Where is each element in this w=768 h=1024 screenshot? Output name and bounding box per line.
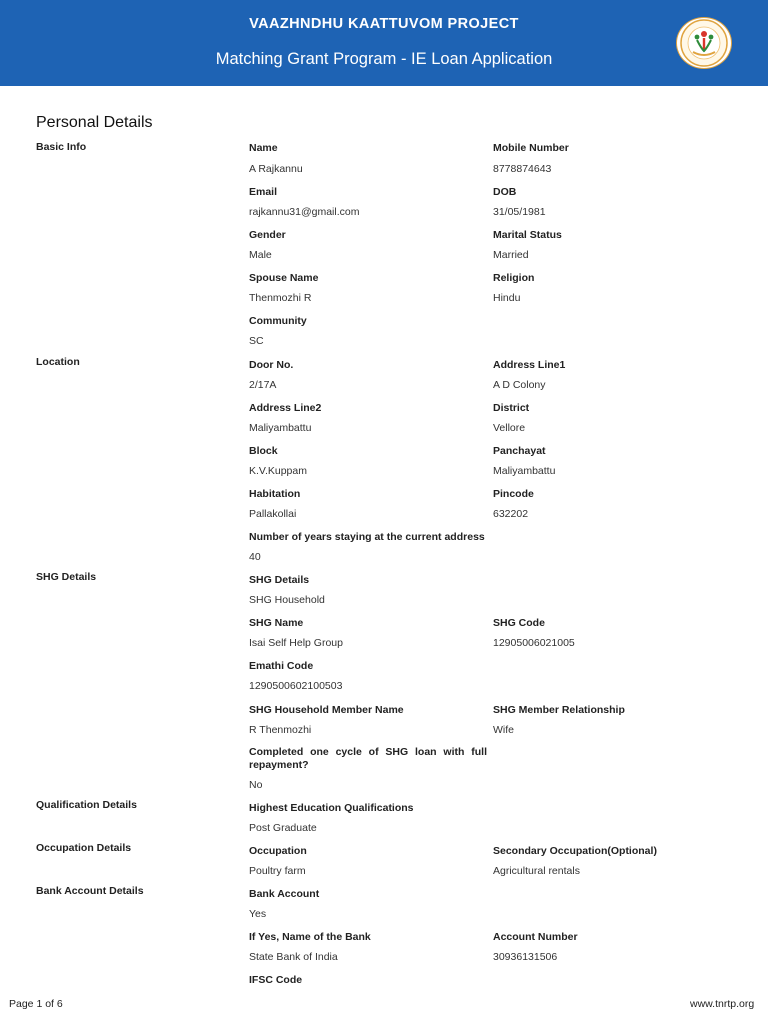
vkp-logo-icon (676, 17, 732, 69)
page-number: Page 1 of 6 (9, 998, 63, 1010)
education-label: Highest Education Qualifications (249, 802, 414, 814)
website-link[interactable]: www.tnrtp.org (690, 998, 755, 1010)
email-value: rajkannu31@gmail.com (249, 206, 360, 218)
section-title-personal-details: Personal Details (36, 114, 153, 131)
panchayat-value: Maliyambattu (493, 465, 556, 477)
bank-name-label: If Yes, Name of the Bank (249, 931, 371, 943)
bank-account-value: Yes (249, 908, 267, 920)
shg-details-value: SHG Household (249, 594, 325, 606)
dob-label: DOB (493, 186, 517, 198)
email-label: Email (249, 186, 278, 198)
marital-status-label: Marital Status (493, 229, 562, 241)
page-header (0, 0, 768, 86)
habitation-label: Habitation (249, 488, 301, 500)
block-value: K.V.Kuppam (249, 465, 307, 477)
shg-loan-cycle-value: No (249, 779, 263, 791)
gender-value: Male (249, 249, 272, 261)
shg-member-relationship-label: SHG Member Relationship (493, 704, 625, 716)
project-title: VAAZHNDHU KAATTUVOM PROJECT (249, 16, 519, 32)
group-basic-info: Basic Info (36, 141, 87, 153)
group-shg-details: SHG Details (36, 571, 97, 583)
habitation-value: Pallakollai (249, 508, 297, 520)
address-line1-label: Address Line1 (493, 359, 566, 371)
occupation-value: Poultry farm (249, 865, 306, 877)
occupation-label: Occupation (249, 845, 307, 857)
education-value: Post Graduate (249, 822, 317, 834)
door-no-label: Door No. (249, 359, 294, 371)
shg-code-label: SHG Code (493, 617, 545, 629)
district-value: Vellore (493, 422, 526, 434)
shg-member-name-label: SHG Household Member Name (249, 704, 404, 716)
mobile-number-label: Mobile Number (493, 142, 569, 154)
pincode-value: 632202 (493, 508, 529, 520)
years-staying-label: Number of years staying at the current address (249, 531, 485, 543)
shg-code-value: 12905006021005 (493, 637, 575, 649)
pincode-label: Pincode (493, 488, 534, 500)
emathi-code-value: 1290500602100503 (249, 680, 343, 692)
address-line1-value: A D Colony (493, 379, 546, 391)
account-number-label: Account Number (493, 931, 578, 943)
shg-member-relationship-value: Wife (493, 724, 514, 736)
marital-status-value: Married (493, 249, 529, 261)
group-occupation-details: Occupation Details (36, 842, 132, 854)
gender-label: Gender (249, 229, 286, 241)
block-label: Block (249, 445, 278, 457)
secondary-occupation-label: Secondary Occupation(Optional) (493, 845, 657, 857)
spouse-name-label: Spouse Name (249, 272, 319, 284)
religion-label: Religion (493, 272, 535, 284)
district-label: District (493, 402, 530, 414)
bank-name-value: State Bank of India (249, 951, 338, 963)
address-line2-value: Maliyambattu (249, 422, 312, 434)
mobile-number-value: 8778874643 (493, 163, 552, 175)
door-no-value: 2/17A (249, 379, 277, 391)
account-number-value: 30936131506 (493, 951, 558, 963)
community-label: Community (249, 315, 307, 327)
religion-value: Hindu (493, 292, 521, 304)
secondary-occupation-value: Agricultural rentals (493, 865, 580, 877)
community-value: SC (249, 335, 264, 347)
group-qualification-details: Qualification Details (36, 799, 137, 811)
panchayat-label: Panchayat (493, 445, 546, 457)
name-label: Name (249, 142, 278, 154)
group-bank-account-details: Bank Account Details (36, 885, 144, 897)
name-value: A Rajkannu (249, 163, 303, 175)
group-location: Location (36, 356, 80, 368)
shg-details-label: SHG Details (249, 574, 310, 586)
emathi-code-label: Emathi Code (249, 660, 314, 672)
spouse-name-value: Thenmozhi R (249, 292, 312, 304)
bank-account-label: Bank Account (249, 888, 320, 900)
address-line2-label: Address Line2 (249, 402, 322, 414)
shg-name-label: SHG Name (249, 617, 304, 629)
shg-member-name-value: R Thenmozhi (249, 724, 312, 736)
shg-name-value: Isai Self Help Group (249, 637, 343, 649)
dob-value: 31/05/1981 (493, 206, 546, 218)
years-staying-value: 40 (249, 551, 261, 563)
ifsc-code-label: IFSC Code (249, 974, 303, 986)
shg-loan-cycle-label: Completed one cycle of SHG loan with full repayment? (249, 746, 487, 771)
application-title: Matching Grant Program - IE Loan Application (215, 50, 553, 68)
